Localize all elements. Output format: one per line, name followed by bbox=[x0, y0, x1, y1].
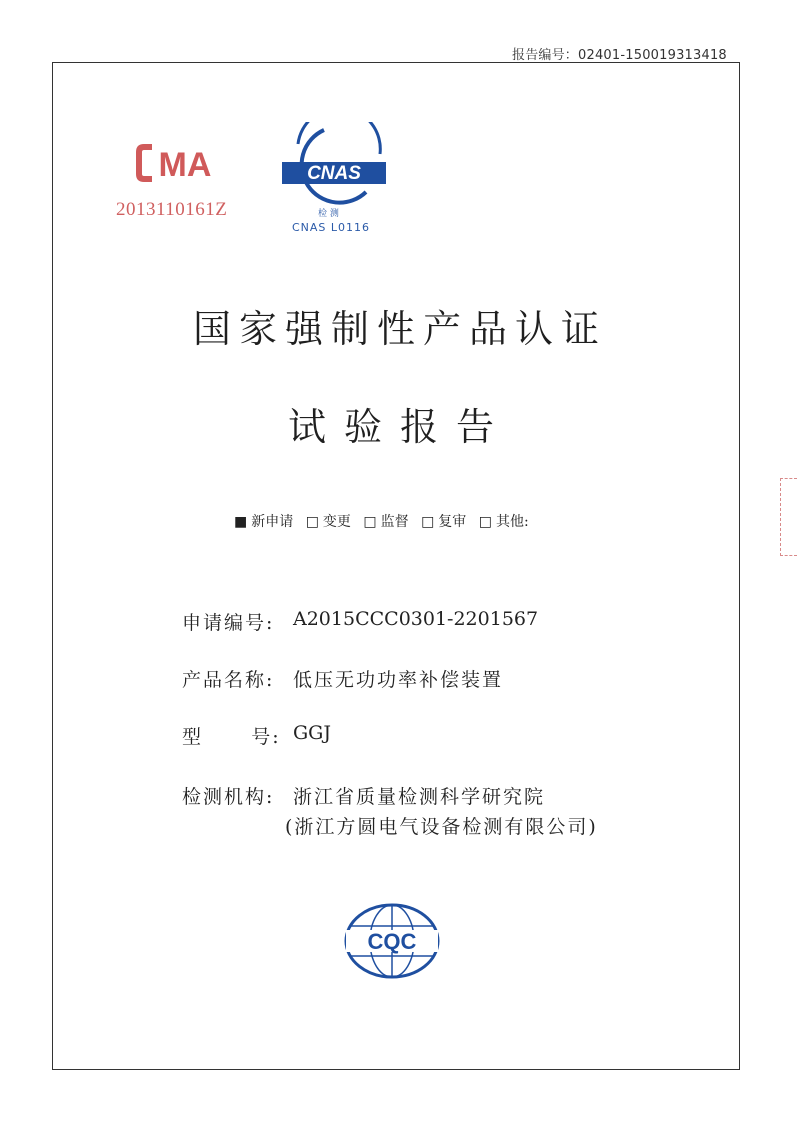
application-no-value: A2015CCC0301-2201567 bbox=[293, 608, 539, 630]
page-seal-mark bbox=[780, 478, 797, 556]
testing-org-label: 检测机构: bbox=[182, 786, 275, 808]
product-name-label: 产品名称: bbox=[182, 669, 275, 691]
product-name-value: 低压无功功率补偿装置 bbox=[293, 669, 504, 691]
option-review: □ 复审 bbox=[421, 514, 467, 530]
cnas-logo bbox=[268, 122, 396, 214]
document-subtitle: 试验报告 bbox=[287, 405, 512, 449]
cma-letters: MA bbox=[158, 146, 212, 184]
cma-code: 2013110161Z bbox=[116, 199, 228, 220]
cnas-code: CNAS L0116 bbox=[292, 221, 371, 234]
testing-org-value: 浙江省质量检测科学研究院 bbox=[293, 786, 546, 808]
cnas-subtitle: 检 测 bbox=[318, 209, 339, 219]
option-change: □ 变更 bbox=[305, 514, 351, 530]
report-number: 报告编号：02401-150019313418 bbox=[512, 48, 727, 63]
cqc-logo bbox=[336, 900, 448, 982]
application-no-label: 申请编号: bbox=[182, 612, 275, 634]
document-title: 国家强制性产品认证 bbox=[192, 307, 607, 351]
testing-org-subvalue: (浙江方圆电气设备检测有限公司) bbox=[285, 816, 598, 838]
cnas-letters: CNAS bbox=[307, 163, 361, 184]
application-type-options bbox=[234, 511, 537, 531]
cma-logo bbox=[130, 138, 230, 188]
model-label: 型 号: bbox=[182, 726, 281, 748]
cqc-letters: CQC bbox=[367, 929, 417, 954]
option-supervision: □ 监督 bbox=[363, 514, 409, 530]
cma-c-icon bbox=[136, 144, 152, 182]
model-value: GGJ bbox=[293, 722, 331, 744]
option-other: □ 其他: bbox=[478, 514, 529, 530]
option-new-application: ■ 新申请 bbox=[234, 514, 294, 530]
